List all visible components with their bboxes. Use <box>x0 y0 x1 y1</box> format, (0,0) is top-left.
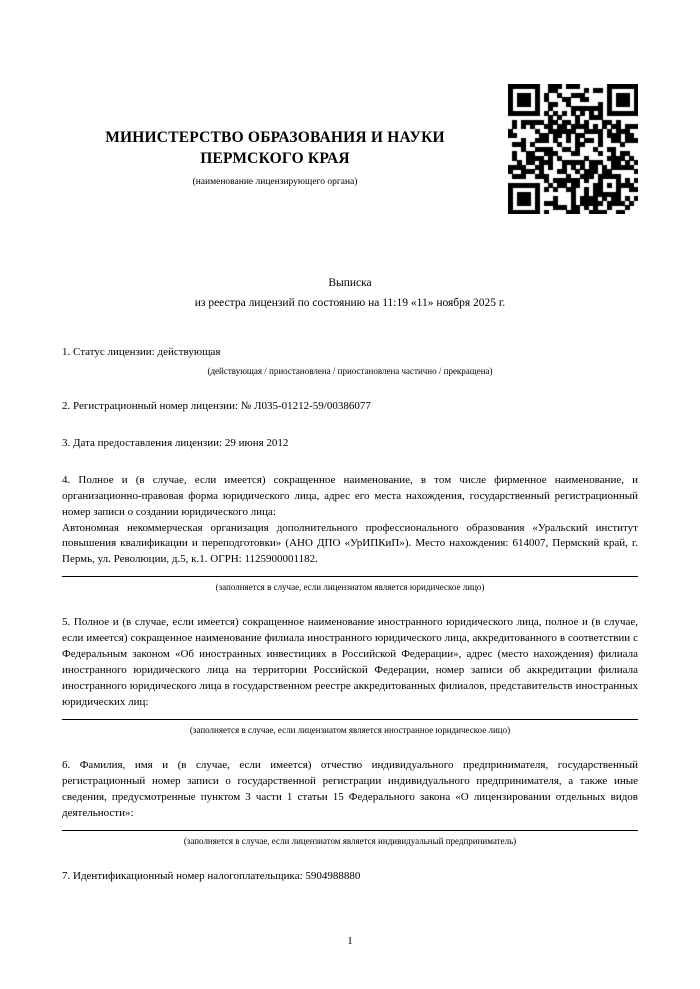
section-date-text: 3. Дата предоставления лицензии: 29 июня 2012 <box>62 436 289 449</box>
document-title-block <box>62 277 638 309</box>
document-title: Выписка <box>328 276 372 289</box>
section-reg-number-text: 2. Регистрационный номер лицензии: № Л035-01212-59/00386077 <box>62 399 371 412</box>
section-foreign-entity-rule <box>62 719 638 720</box>
section-individual-entrepreneur-rule <box>62 830 638 831</box>
section-legal-entity-value: Автономная некоммерческая организация дополнительного профессионального образования «Уральский институт повышения квалификации и переподготовки» (АНО ДПО «УрИПКиП»). Место нахождения: 614007, Пермский край, г. Пермь, ул. Революции, д.5, к.1. ОГРН: 1125900001182. <box>62 521 638 566</box>
qr-code <box>508 84 638 214</box>
section-status-text: 1. Статус лицензии: действующая <box>62 345 221 358</box>
qr-code-canvas <box>508 84 638 214</box>
section-individual-entrepreneur-text: 6. Фамилия, имя и (в случае, если имеется) отчество индивидуального предпринимателя, государственный регистрационный номер записи о государственной регистрации индивидуального предпринимателя, а также иные сведения, предусмотренные пунктом 3 части 1 статьи 15 Федерального закона «О лицензировании отдельных видов деятельности»: <box>62 759 638 819</box>
section-foreign-entity-text: 5. Полное и (в случае, если имеется) сокращенное наименование иностранного юридического лица, полное и (в случае, если имеется) сокращенное наименование филиала иностранного юридического лица, аккредитованного в соответствии с Федеральным законом «Об иностранных инвестициях в Российской Федерации», адрес (место нахождения) филиала иностранного юридического лица на территории Российской Федерации, номер записи об аккредитации филиала иностранного юридического лица в государственном реестре аккредитованных филиалов, представительств иностранных юридических лиц: <box>62 616 638 709</box>
section-individual-entrepreneur <box>62 758 638 848</box>
section-legal-entity <box>62 473 638 595</box>
section-legal-entity-rule <box>62 576 638 577</box>
section-status-note: (действующая / приостановлена / приостановлена частично / прекращена) <box>207 365 493 376</box>
org-caption: (наименование лицензирующего органа) <box>192 176 358 187</box>
section-inn-text: 7. Идентификационный номер налогоплательщика: 5904988880 <box>62 869 361 882</box>
section-legal-entity-text: 4. Полное и (в случае, если имеется) сокращенное наименование, в том числе фирменное наименование, и организационно-правовая форма юридического лица, адрес его места нахождения, государственный регистрационный номер записи о создании юридического лица: <box>62 473 638 518</box>
section-reg-number <box>62 399 638 415</box>
section-foreign-entity-note: (заполняется в случае, если лицензиатом является иностранное юридическое лицо) <box>189 725 511 735</box>
section-foreign-entity <box>62 615 638 737</box>
section-individual-entrepreneur-note: (заполняется в случае, если лицензиатом является индивидуальный предприниматель) <box>183 835 517 846</box>
org-name-line2: ПЕРМСКОГО КРАЯ <box>200 149 350 167</box>
org-name-line1: МИНИСТЕРСТВО ОБРАЗОВАНИЯ И НАУКИ <box>105 129 445 146</box>
page-number: 1 <box>347 935 353 947</box>
section-date <box>62 436 638 452</box>
section-status <box>62 345 638 378</box>
section-inn <box>62 869 638 885</box>
document-subtitle: из реестра лицензий по состоянию на 11:19 «11» ноября 2025 г. <box>194 296 506 309</box>
section-legal-entity-note: (заполняется в случае, если лицензиатом является юридическое лицо) <box>215 582 485 593</box>
